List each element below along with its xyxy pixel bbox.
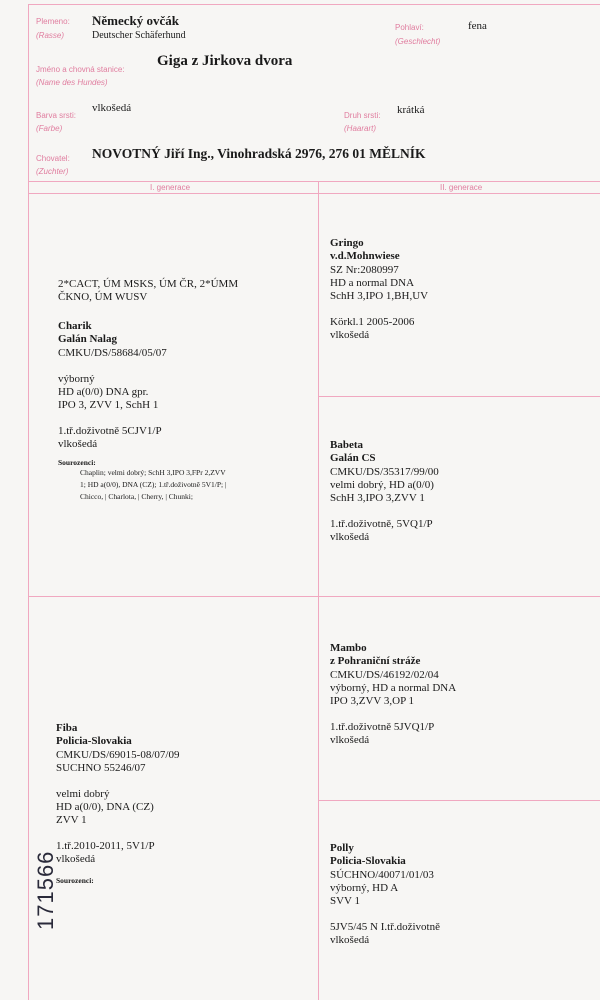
gen-first-label: I. generace (150, 183, 191, 192)
serial-number: 171566 (33, 850, 58, 930)
dam-name: Fiba (56, 722, 78, 734)
gp4-details: SÚCHNO/40071/01/03 výborný, HD A SVV 1 5JV5/45 N I.tř.doživotně vlkošedá (330, 869, 440, 946)
gp2-name: Babeta (330, 439, 363, 451)
sire-titles: 2*CACT, ÚM MSKS, ÚM ČR, 2*ÚMM ČKNO, ÚM WUSV (58, 278, 239, 303)
gp-divider-3 (318, 800, 600, 801)
breed-label: Plemeno: (36, 17, 70, 26)
dam-kennel: Policia-Slovakia (56, 735, 132, 747)
gp1-name: Gringo (330, 237, 364, 249)
color-value: vlkošedá (92, 102, 132, 114)
gp2-kennel: Galán CS (330, 452, 376, 464)
breed-label-de: (Rasse) (36, 31, 65, 40)
coat-value: krátká (397, 104, 425, 116)
dam-siblings-label: Sourozenci: (56, 876, 94, 885)
gp-divider-2 (318, 596, 600, 597)
gp3-kennel: z Pohraniční stráže (330, 655, 421, 667)
coat-label-de: (Haarart) (344, 124, 377, 133)
dam-details: CMKU/DS/69015-08/07/09 SUCHNO 55246/07 velmi dobrý HD a(0/0), DNA (CZ) ZVV 1 1.tř.2010-2011, 5V1/P vlkošedá (56, 749, 180, 865)
sire-details: CMKU/DS/58684/05/07 výborný HD a(0/0) DNA gpr. IPO 3, ZVV 1, SchH 1 1.tř.doživotně 5CJV1/P vlkošedá (58, 347, 167, 450)
column-divider (318, 181, 319, 1000)
frame-left (28, 4, 29, 1000)
sire-siblings-label: Sourozenci: (58, 458, 96, 467)
color-label: Barva srsti: (36, 111, 77, 120)
sire-kennel: Galán Nalag (58, 333, 117, 345)
gen-divider (28, 193, 600, 194)
sex-label: Pohlaví: (395, 23, 424, 32)
gp4-name: Polly (330, 842, 354, 854)
breed-value-de: Deutscher Schäferhund (92, 30, 186, 41)
breeder-label: Chovatel: (36, 154, 70, 163)
sex-value: fena (468, 20, 487, 32)
frame-top (28, 4, 600, 5)
gp3-details: CMKU/DS/46192/02/04 výborný, HD a normal DNA IPO 3,ZVV 3,OP 1 1.tř.doživotně 5JVQ1/P vlkošedá (330, 669, 457, 746)
coat-label: Druh srsti: (344, 111, 381, 120)
sire-name: Charik (58, 320, 92, 332)
gen-second-label: II. generace (440, 183, 483, 192)
gp1-details: SZ Nr:2080997 HD a normal DNA SchH 3,IPO 1,BH,UV Körkl.1 2005-2006 vlkošedá (330, 264, 429, 341)
gp3-name: Mambo (330, 642, 367, 654)
parents-divider (28, 596, 318, 597)
name-label-de: (Name des Hundes) (36, 78, 108, 87)
gp1-kennel: v.d.Mohnwiese (330, 250, 400, 262)
gp2-details: CMKU/DS/35317/99/00 velmi dobrý, HD a(0/0) SchH 3,IPO 3,ZVV 1 1.tř.doživotně, 5VQ1/P vlkošedá (330, 466, 439, 543)
dog-name: Giga z Jirkova dvora (157, 53, 293, 69)
color-label-de: (Farbe) (36, 124, 63, 133)
sex-label-de: (Geschlecht) (395, 37, 441, 46)
breed-value-cz: Německý ovčák (92, 13, 180, 28)
name-label: Jméno a chovná stanice: (36, 65, 125, 74)
gp4-kennel: Policia-Slovakia (330, 855, 406, 867)
breeder-value: NOVOTNÝ Jiří Ing., Vinohradská 2976, 276 01 MĚLNÍK (92, 146, 426, 161)
breeder-label-de: (Zuchter) (36, 167, 69, 176)
gp-divider-1 (318, 396, 600, 397)
header-divider (28, 181, 600, 182)
sire-siblings-text: Chaplin; velmi dobrý; SchH 3,IPO 3,FPr 2,ZVV 1; HD a(0/0), DNA (CZ); 1.tř.doživotně 5V1/P; | Chicco, | Charlota, | Cherry, | Chunki; (80, 468, 227, 501)
